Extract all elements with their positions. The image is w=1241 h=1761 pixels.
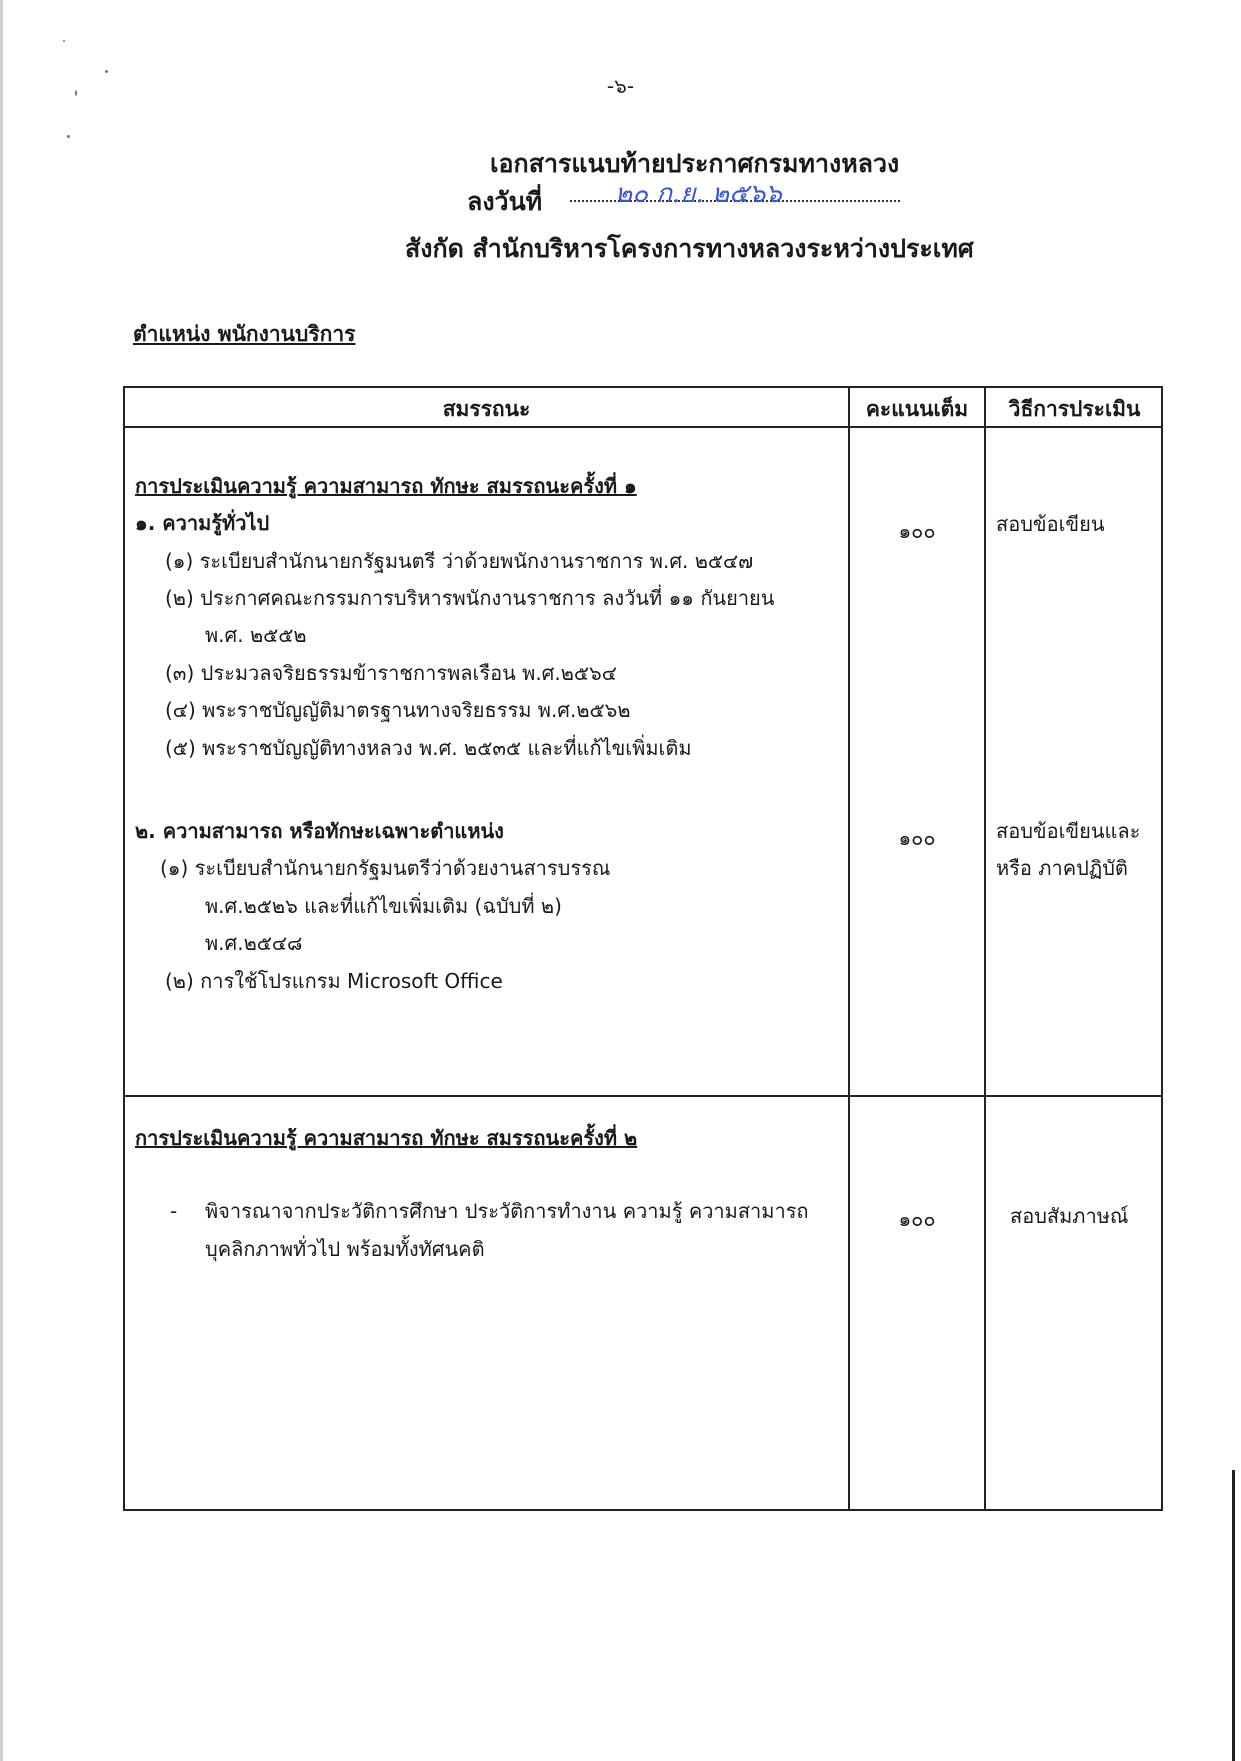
section2-item: พ.ศ.๒๕๒๖ และที่แก้ไขเพิ่มเติม (ฉบับที่ ๒): [205, 894, 562, 918]
round2-line2: บุคลิกภาพทั่วไป พร้อมทั้งทัศนคติ: [205, 1237, 485, 1261]
section1-heading: ๑. ความรู้ทั่วไป: [135, 511, 270, 535]
section1-item: (๑) ระเบียบสำนักนายกรัฐมนตรี ว่าด้วยพนักงานราชการ พ.ศ. ๒๕๔๗: [165, 549, 754, 573]
header-competency: สมรรถนะ: [442, 397, 531, 421]
section2-item: พ.ศ.๒๕๔๘: [205, 931, 303, 955]
round2-score: ๑๐๐: [898, 1207, 936, 1231]
date-value: ๒๐ ก.ย. ๒๕๖๖: [615, 179, 782, 209]
header-method: วิธีการประเมิน: [1008, 397, 1141, 421]
section1-item: (๕) พระราชบัญญัติทางหลวง พ.ศ. ๒๕๓๕ และที่แก้ไขเพิ่มเติม: [165, 736, 692, 760]
affiliation-line: สังกัด สำนักบริหารโครงการทางหลวงระหว่างประเทศ: [405, 234, 974, 263]
round2-bullet: -: [170, 1199, 178, 1223]
round2-line1: พิจารณาจากประวัติการศึกษา ประวัติการทำงาน ความรู้ ความสามารถ: [205, 1199, 809, 1223]
section2-item: (๑) ระเบียบสำนักนายกรัฐมนตรีว่าด้วยงานสารบรรณ: [160, 856, 611, 880]
section2-method-line1: สอบข้อเขียนและ: [996, 819, 1141, 843]
section2-method-line2: หรือ ภาคปฏิบัติ: [996, 856, 1128, 880]
section1-score: ๑๐๐: [898, 519, 936, 543]
page-number: -๖-: [606, 74, 635, 98]
round-divider: [125, 1095, 1161, 1097]
header-full-score: คะแนนเต็ม: [865, 397, 969, 421]
round2-title: การประเมินความรู้ ความสามารถ ทักษะ สมรรถนะครั้งที่ ๒: [135, 1126, 638, 1150]
round1-title: การประเมินความรู้ ความสามารถ ทักษะ สมรรถนะครั้งที่ ๑: [135, 474, 637, 498]
position-title: ตำแหน่ง พนักงานบริการ: [133, 322, 356, 346]
competency-table: [123, 386, 1163, 1511]
column-divider: [848, 388, 850, 1509]
section1-item: (๒) ประกาศคณะกรรมการบริหารพนักงานราชการ ลงวันที่ ๑๑ กันยายน: [165, 586, 775, 610]
section1-item: (๔) พระราชบัญญัติมาตรฐานทางจริยธรรม พ.ศ.๒๕๖๒: [165, 698, 631, 722]
header-row-divider: [125, 426, 1161, 428]
section1-item: พ.ศ. ๒๕๕๒: [205, 623, 307, 647]
scan-edge-left: [0, 0, 3, 1761]
section1-item: (๓) ประมวลจริยธรรมข้าราชการพลเรือน พ.ศ.๒๕๖๔: [165, 661, 617, 685]
document-title: เอกสารแนบท้ายประกาศกรมทางหลวง: [490, 149, 900, 178]
section2-item: (๒) การใช้โปรแกรม Microsoft Office: [165, 969, 503, 993]
scan-edge-right: [1232, 1470, 1235, 1761]
section2-score: ๑๐๐: [898, 826, 936, 850]
column-divider: [984, 388, 986, 1509]
section2-heading: ๒. ความสามารถ หรือทักษะเฉพาะตำแหน่ง: [135, 819, 504, 843]
date-label: ลงวันที่: [467, 187, 543, 216]
section1-method: สอบข้อเขียน: [996, 512, 1105, 536]
round2-method: สอบสัมภาษณ์: [1010, 1204, 1129, 1228]
